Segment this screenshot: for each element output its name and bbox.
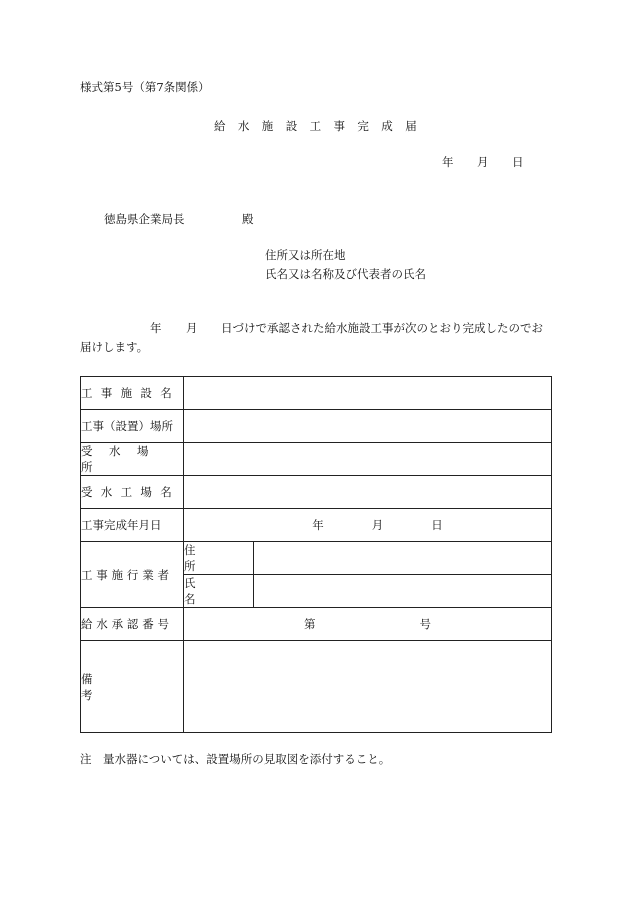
document-title: 給水施設工事完成届: [214, 119, 430, 133]
contractor-label: 工事施行業者: [81, 542, 184, 608]
contractor-name-label: 氏名: [184, 575, 254, 608]
construction-name-field[interactable]: [184, 377, 552, 410]
completion-date-label: 工事完成年月日: [81, 509, 184, 542]
date-year-label: 年: [442, 155, 454, 169]
row-completion-date: [81, 509, 552, 542]
body-month-label: 月: [186, 321, 198, 335]
footnote: 注 量水器については、設置場所の見取図を添付すること。: [80, 752, 391, 766]
completion-day-label: 日: [431, 518, 443, 532]
date-day-label: 日: [512, 155, 524, 169]
date-month-label: 月: [477, 155, 489, 169]
contractor-address-field[interactable]: [254, 542, 552, 575]
contractor-name-field[interactable]: [254, 575, 552, 608]
completion-month-label: 月: [371, 518, 384, 532]
row-location: [81, 410, 552, 443]
contractor-address-label: 住所: [184, 542, 254, 575]
approval-suffix: 号: [419, 617, 431, 631]
completion-form-table: [80, 376, 552, 733]
completion-year-label: 年: [312, 518, 324, 532]
addressee-honorific: 殿: [242, 212, 254, 226]
row-receiving-place: [81, 443, 552, 476]
row-receiving-works: [81, 476, 552, 509]
remarks-label: 備考: [81, 641, 184, 733]
receiving-works-label: 受水工場名: [81, 476, 184, 509]
receiving-works-field[interactable]: [184, 476, 552, 509]
approval-number-field[interactable]: [184, 608, 552, 641]
row-contractor-address: [81, 542, 552, 575]
form-number: 様式第5号（第7条関係）: [80, 80, 210, 94]
location-field[interactable]: [184, 410, 552, 443]
applicant-address-label: 住所又は所在地: [265, 248, 346, 262]
row-approval-number: [81, 608, 552, 641]
receiving-place-field[interactable]: [184, 443, 552, 476]
addressee-name: 徳島県企業局長: [104, 212, 185, 226]
body-text-line2: 届けします。: [80, 340, 149, 354]
completion-date-field[interactable]: [184, 509, 552, 542]
applicant-name-label: 氏名又は名称及び代表者の氏名: [265, 267, 426, 281]
body-text-line1: 日づけで承認された給水施設工事が次のとおり完成したのでお: [221, 321, 543, 335]
remarks-field[interactable]: [184, 641, 552, 733]
row-construction-name: [81, 377, 552, 410]
location-label: 工事（設置）場所: [81, 410, 184, 443]
approval-prefix: 第: [304, 617, 316, 631]
body-year-label: 年: [150, 321, 162, 335]
row-remarks: [81, 641, 552, 733]
construction-name-label: 工事施設名: [81, 377, 184, 410]
approval-number-label: 給水承認番号: [81, 608, 184, 641]
receiving-place-label: 受水場所: [81, 443, 184, 476]
